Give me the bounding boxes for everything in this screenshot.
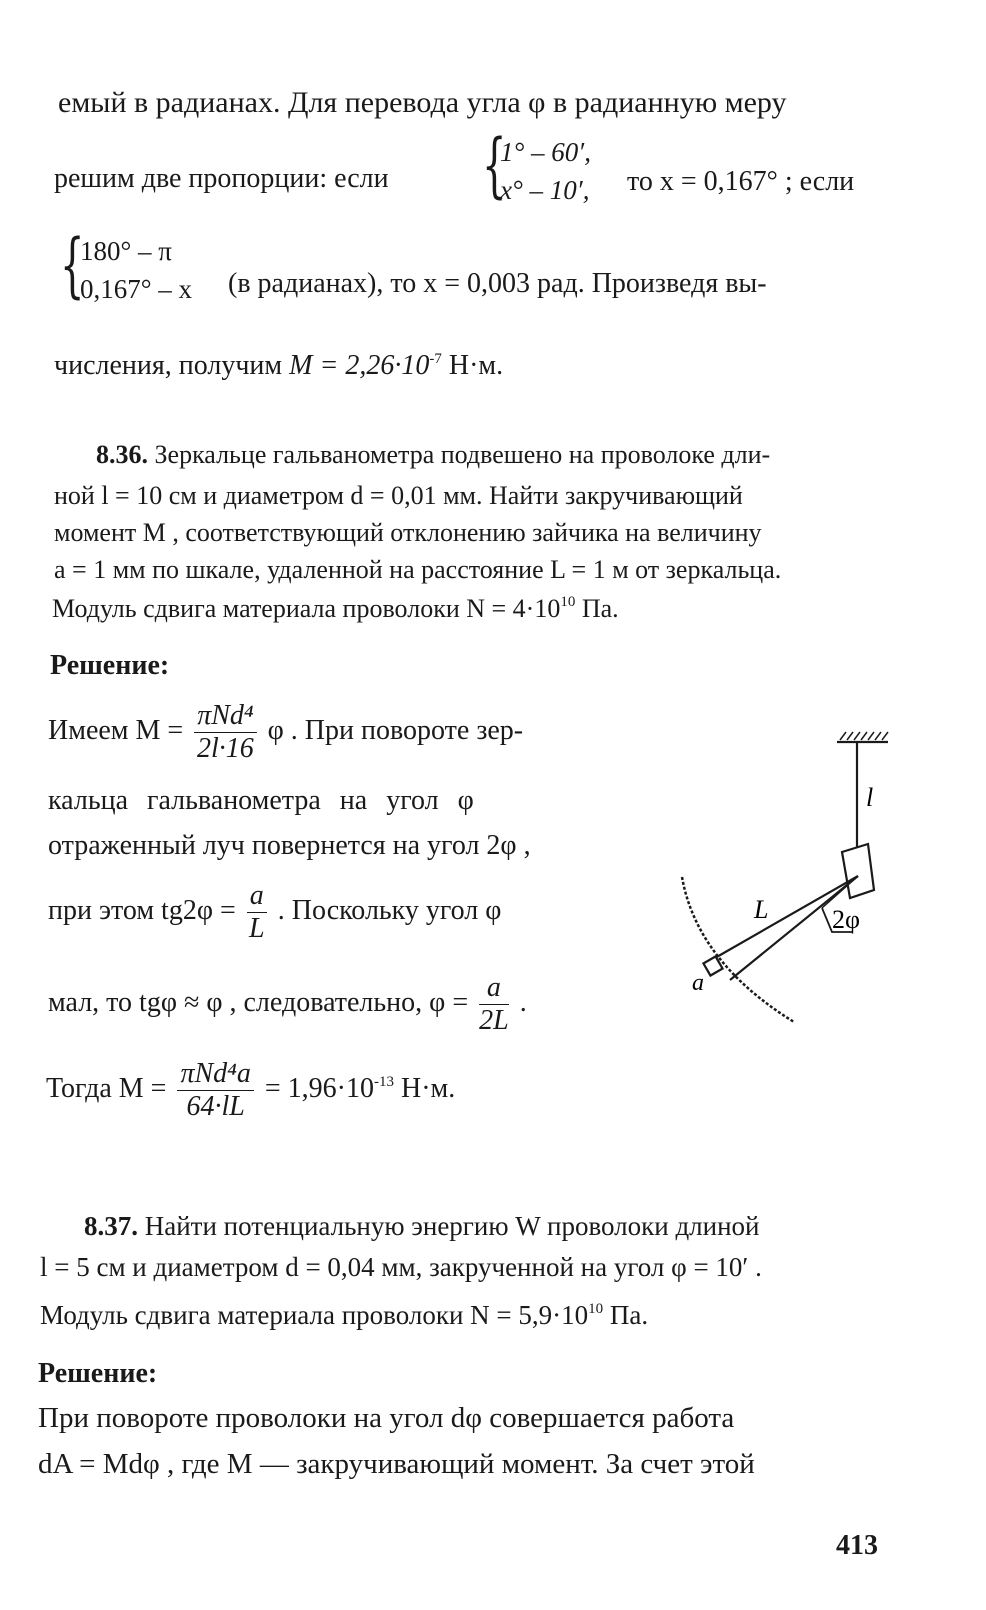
system-brace: { [482, 124, 507, 206]
text-fragment: числения, получим [54, 350, 283, 381]
text-line: a = 1 мм по шкале, удаленной на расстояние L = 1 м от зеркальца. [54, 555, 782, 584]
text-line: момент M , соответствующий отклонению зайчика на величину [54, 518, 762, 547]
system-brace: { [60, 224, 85, 306]
formula-line [46, 1058, 455, 1123]
exponent: -13 [374, 1074, 395, 1091]
denominator: 64·lL [186, 1091, 245, 1123]
label-a: a [692, 970, 704, 996]
text-fragment: Имеем M = [48, 715, 184, 747]
numerator: a [247, 880, 267, 913]
scale-arc [682, 877, 794, 1022]
unit: Па. [603, 1300, 649, 1330]
problem-number: 8.36. [96, 440, 148, 469]
problem-number: 8.37. [84, 1211, 138, 1241]
text-fragment: . [519, 987, 527, 1019]
denominator: 2l·16 [197, 733, 254, 765]
system-row: 1° – 60′, [500, 137, 591, 167]
problem-statement [84, 1211, 760, 1242]
formula-line [48, 880, 501, 945]
text-line [40, 1300, 648, 1331]
fraction [479, 972, 509, 1037]
text-line [52, 594, 619, 624]
fraction [247, 880, 267, 945]
fraction [177, 1058, 253, 1123]
text-line: кальца гальванометра на угол φ [48, 785, 474, 816]
text-fragment: . Поскольку угол φ [277, 895, 502, 927]
text-line: l = 5 см и диаметром d = 0,04 мм, закрученной на угол φ = 10′ . [40, 1252, 762, 1282]
system-row: x° – 10′, [500, 175, 590, 205]
label-L: L [754, 895, 769, 924]
text-line [54, 350, 503, 382]
text-line: отраженный луч повернется на угол 2φ , [48, 830, 531, 861]
denominator: 2L [479, 1005, 509, 1037]
proportion-system [500, 133, 591, 209]
numerator: a [479, 972, 509, 1005]
exponent: -7 [429, 351, 442, 367]
text-fragment: при этом tg2φ = [48, 895, 236, 927]
text-line: то x = 0,167° ; если [627, 166, 855, 197]
unit: Н·м. [394, 1073, 456, 1105]
galvanometer-figure [672, 722, 932, 1052]
text-line: При повороте проволоки на угол dφ совершается работа [38, 1402, 735, 1434]
text-fragment: Модуль сдвига материала проволоки N = 5,9·10 [40, 1300, 589, 1330]
unit: Па. [575, 594, 619, 623]
formula-line [48, 700, 523, 765]
text-fragment: φ . При повороте зер- [267, 715, 524, 747]
ceiling-hatch [840, 732, 888, 740]
proportion-system [80, 232, 192, 308]
numerator: πNd⁴ [194, 700, 256, 733]
label-2phi: 2φ [832, 905, 861, 934]
text-line: решим две пропорции: если [54, 163, 389, 194]
numerator: πNd⁴a [177, 1058, 253, 1091]
text-line: емый в радианах. Для перевода угла φ в радианную меру [58, 86, 787, 119]
label-l: l [866, 783, 874, 812]
page-number: 413 [836, 1530, 878, 1561]
solution-heading: Решение: [50, 650, 170, 681]
text-fragment: Тогда M = [46, 1073, 167, 1105]
unit: Н·м. [441, 350, 504, 381]
text-fragment: Модуль сдвига материала проволоки N = 4·10 [52, 594, 561, 623]
denominator: L [248, 913, 265, 945]
system-row: 180° – π [80, 236, 172, 266]
text-fragment: мал, то tgφ ≈ φ , следовательно, φ = [48, 987, 469, 1019]
formula-line [48, 972, 527, 1037]
text-line: (в радианах), то x = 0,003 рад. Произведя вы- [228, 268, 767, 299]
exponent: 10 [560, 594, 576, 610]
solution-heading: Решение: [38, 1358, 158, 1389]
text-fragment: = 1,96·10 [264, 1073, 375, 1105]
mirror [842, 844, 874, 898]
fraction [194, 700, 256, 765]
text-line: ной l = 10 см и диаметром d = 0,01 мм. Найти закручивающий [54, 481, 743, 510]
formula: M = 2,26·10 [289, 350, 430, 381]
text-fragment: Найти потенциальную энергию W проволоки длиной [138, 1211, 760, 1241]
problem-statement [96, 440, 770, 470]
text-fragment: Зеркальце гальванометра подвешено на проволоке дли- [148, 440, 771, 469]
exponent: 10 [588, 1301, 604, 1317]
text-line: dA = Mdφ , где M — закручивающий момент. За счет этой [38, 1448, 755, 1480]
system-row: 0,167° – x [80, 274, 193, 304]
